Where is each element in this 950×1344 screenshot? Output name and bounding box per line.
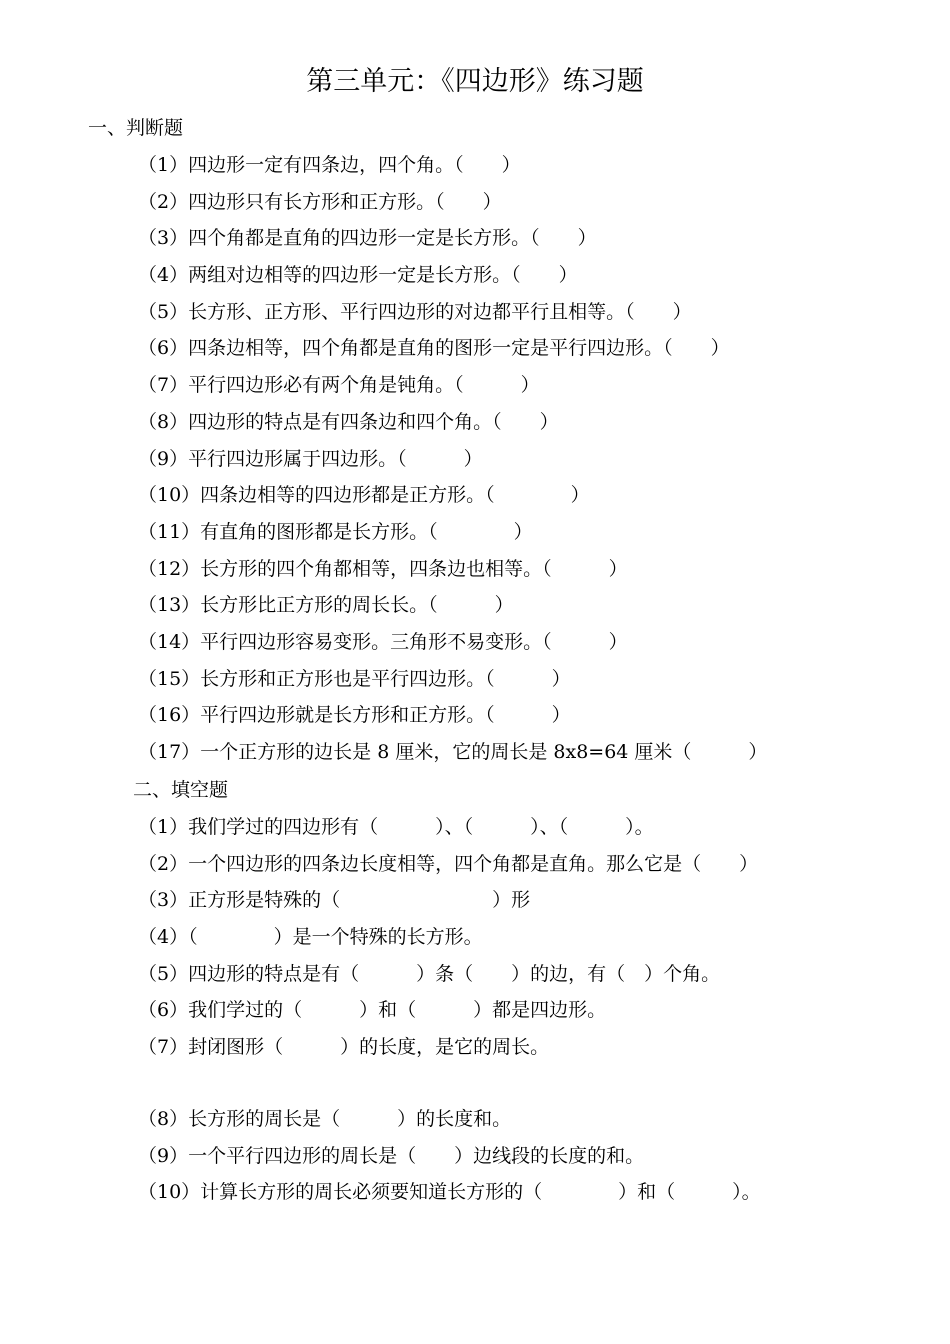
judgment-question: （11）有直角的图形都是长方形。（ ） [138, 520, 533, 543]
judgment-question: （3）四个角都是直角的四边形一定是长方形。（ ） [138, 227, 597, 250]
fill-in-question: （10）计算长方形的周长必须要知道长方形的（ ）和（ ）。 [138, 1181, 761, 1204]
fill-in-question: （1）我们学过的四边形有（ ）、（ ）、（ ）。 [138, 816, 654, 838]
section-heading-judgment: 一、判断题 [88, 117, 184, 139]
judgment-question: （5）长方形、正方形、平行四边形的对边都平行且相等。（ ） [138, 300, 692, 323]
judgment-question: （8）四边形的特点是有四条边和四个角。（ ） [138, 410, 559, 433]
judgment-question: （14）平行四边形容易变形。三角形不易变形。（ ） [138, 630, 628, 653]
fill-in-question: （4）（ ）是一个特殊的长方形。 [138, 926, 483, 949]
fill-in-question-list [138, 809, 758, 1066]
judgment-question: （15）长方形和正方形也是平行四边形。（ ） [138, 667, 571, 690]
judgment-question: （9）平行四边形属于四边形。（ ） [138, 447, 483, 470]
fill-in-question: （8）长方形的周长是（ ）的长度和。 [138, 1108, 512, 1130]
fill-in-question: （7）封闭图形（ ）的长度，是它的周长。 [138, 1036, 550, 1059]
fill-in-question: （9）一个平行四边形的周长是（ ）边线段的长度的和。 [138, 1144, 645, 1167]
fill-in-question-list-continued [138, 1101, 761, 1211]
judgment-question: （4）两组对边相等的四边形一定是长方形。（ ） [138, 264, 578, 287]
judgment-question: （1）四边形一定有四条边，四个角。（ ） [138, 154, 521, 176]
fill-in-question: （2）一个四边形的四条边长度相等，四个角都是直角。那么它是（ ） [138, 852, 759, 875]
section-heading-fill-in: 二、填空题 [133, 779, 229, 801]
judgment-question: （12）长方形的四个角都相等，四条边也相等。（ ） [138, 557, 628, 580]
judgment-question: （17）一个正方形的边长是 8 厘米，它的周长是 8x8=64 厘米（ ） [138, 741, 768, 763]
judgment-question: （13）长方形比正方形的周长长。（ ） [138, 594, 514, 617]
judgment-question: （16）平行四边形就是长方形和正方形。（ ） [138, 704, 571, 727]
judgment-question: （10）四条边相等的四边形都是正方形。（ ） [138, 484, 590, 507]
judgment-question-list [138, 147, 767, 771]
fill-in-question: （6）我们学过的（ ）和（ ）都是四边形。 [138, 999, 607, 1022]
fill-in-question: （5）四边形的特点是有（ ）条（ ）的边，有（ ）个角。 [138, 962, 721, 985]
judgment-question: （7）平行四边形必有两个角是钝角。（ ） [138, 374, 540, 397]
fill-in-question: （3）正方形是特殊的（ ）形 [138, 889, 531, 912]
judgment-question: （2）四边形只有长方形和正方形。（ ） [138, 190, 502, 213]
judgment-question: （6）四条边相等，四个角都是直角的图形一定是平行四边形。（ ） [138, 337, 730, 360]
page-title: 第三单元：《四边形》练习题 [306, 66, 644, 97]
